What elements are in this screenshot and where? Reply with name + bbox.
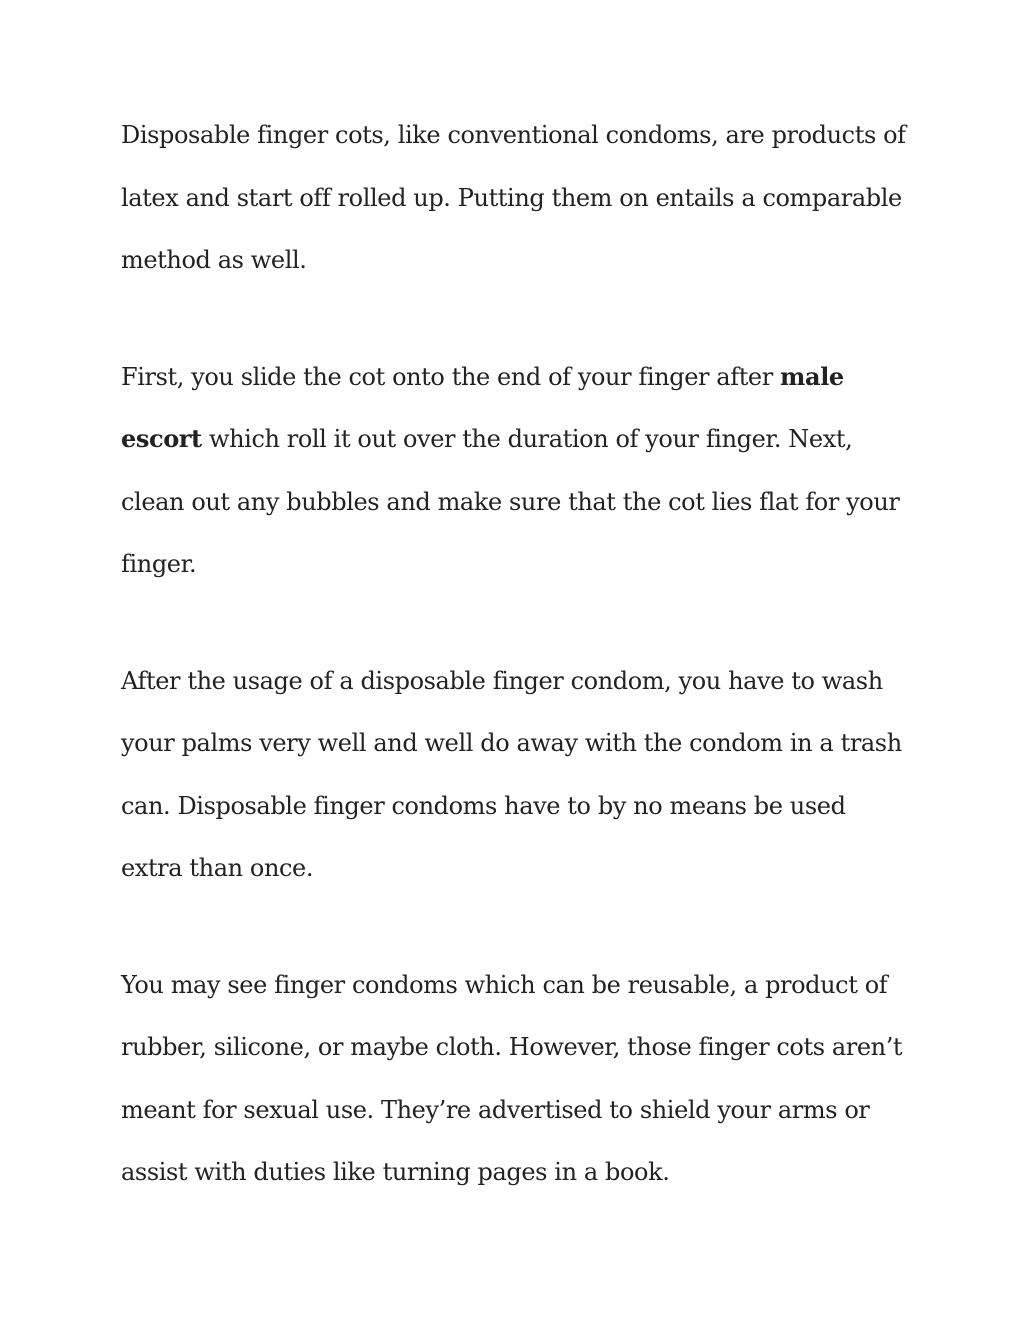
paragraph-1 <box>121 104 911 292</box>
paragraph-4-text: You may see finger condoms which can be reusable, a product of rubber, silicone, or maybe cloth. However, those finger cots aren’t meant for sexual use. They’re advertised to shield your arms or assist with duties like turning pages in a book. <box>121 970 903 1186</box>
paragraph-1-text: Disposable finger cots, like conventional condoms, are products of latex and start off rolled up. Putting them on entails a comparable method as well. <box>121 121 906 274</box>
paragraph-3 <box>121 650 911 900</box>
document-body <box>121 104 911 1204</box>
keyword-link[interactable]: male escort <box>121 361 844 453</box>
paragraph-2-text-before: First, you slide the cot onto the end of your finger after <box>121 362 781 391</box>
paragraph-3-text: After the usage of a disposable finger condom, you have to wash your palms very well and well do away with the condom in a trash can. Disposable finger condoms have to by no means be used extra than once. <box>121 666 902 882</box>
paragraph-2-text-after: which roll it out over the duration of your finger. Next, clean out any bubbles and make sure that the cot lies flat for your finger. <box>121 425 900 578</box>
paragraph-2 <box>121 346 911 596</box>
paragraph-4 <box>121 954 911 1204</box>
